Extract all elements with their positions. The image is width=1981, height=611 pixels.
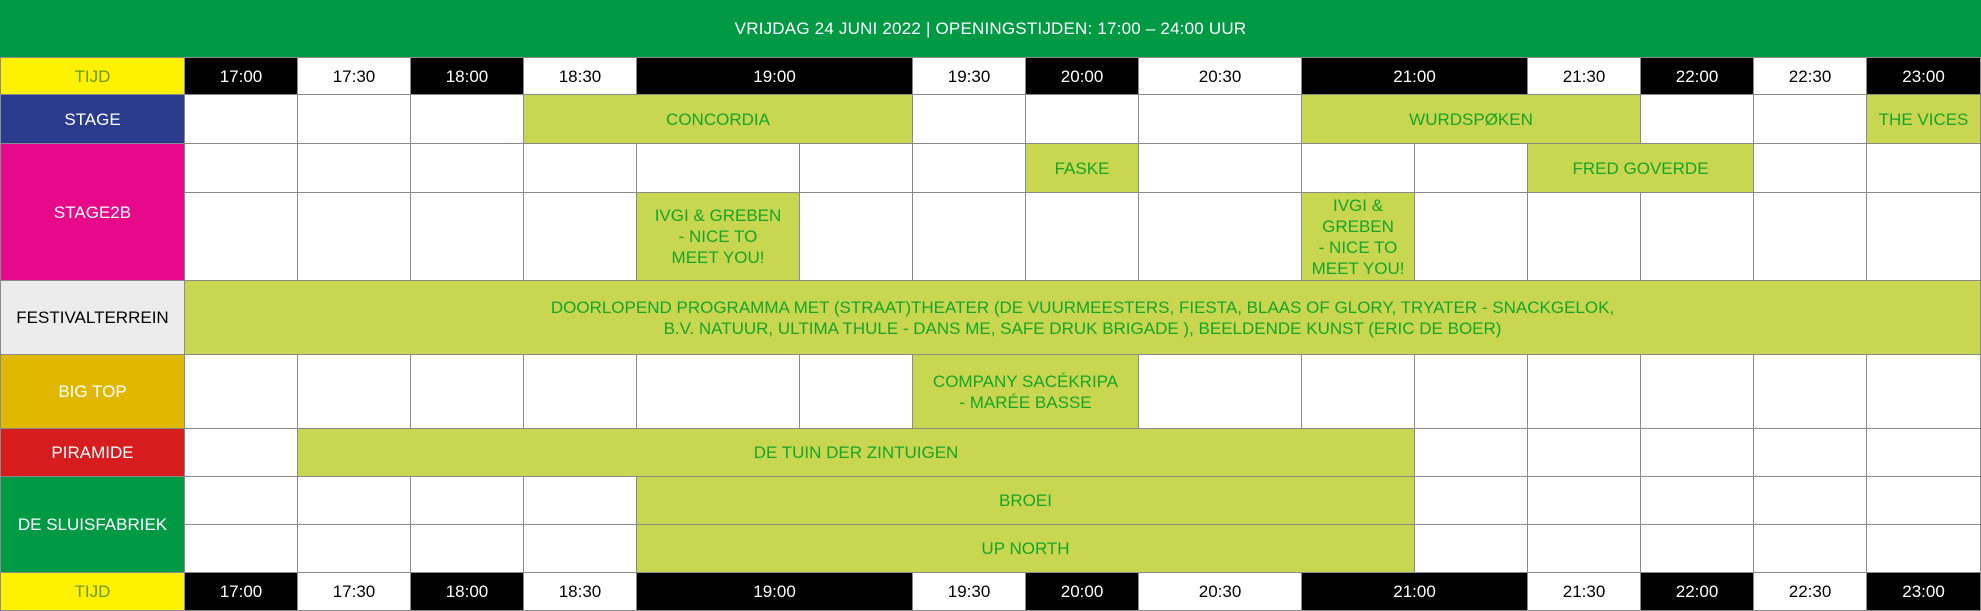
event-the-vices[interactable]: THE VICES — [1867, 95, 1981, 144]
empty-slot — [185, 429, 298, 477]
time-cell: 18:00 — [411, 573, 524, 611]
empty-slot — [637, 355, 800, 429]
empty-slot — [1139, 193, 1302, 281]
time-cell: 17:00 — [185, 573, 298, 611]
time-cell: 19:00 — [637, 573, 913, 611]
empty-slot — [185, 193, 298, 281]
empty-slot — [1867, 525, 1981, 573]
empty-slot — [411, 525, 524, 573]
empty-slot — [1139, 355, 1302, 429]
venue-row-sluisfabriek — [1, 477, 1981, 525]
empty-slot — [1528, 355, 1641, 429]
empty-slot — [1139, 95, 1302, 144]
time-label: TIJD — [1, 573, 185, 611]
time-cell: 18:30 — [524, 58, 637, 95]
time-cell: 22:00 — [1641, 573, 1754, 611]
event-ivgi-greben[interactable]: IVGI & GREBEN - NICE TO MEET YOU! — [1302, 193, 1415, 281]
venue-row-bigtop — [1, 355, 1981, 429]
empty-slot — [298, 525, 411, 573]
time-cell: 22:00 — [1641, 58, 1754, 95]
time-cell: 22:30 — [1754, 573, 1867, 611]
event-festival-program[interactable]: DOORLOPEND PROGRAMMA MET (STRAAT)THEATER (DE VUURMEESTERS, FIESTA, BLAAS OF GLORY, TRYATER - SNACKGELOK, B.V. NATUUR, ULTIMA THULE - DANS ME, SAFE DRUK BRIGADE ), BEELDENDE KUNST (ERIC DE BOER) — [185, 281, 1981, 355]
empty-slot — [637, 144, 800, 193]
time-cell: 20:00 — [1026, 573, 1139, 611]
time-cell: 21:30 — [1528, 573, 1641, 611]
empty-slot — [185, 144, 298, 193]
time-cell: 17:30 — [298, 58, 411, 95]
empty-slot — [913, 144, 1026, 193]
event-de-tuin[interactable]: DE TUIN DER ZINTUIGEN — [298, 429, 1415, 477]
empty-slot — [1641, 95, 1754, 144]
event-company-sacekripa[interactable]: COMPANY SACÉKRIPA - MARÉE BASSE — [913, 355, 1139, 429]
time-cell: 20:30 — [1139, 58, 1302, 95]
empty-slot — [411, 95, 524, 144]
empty-slot — [1754, 355, 1867, 429]
empty-slot — [1415, 144, 1528, 193]
empty-slot — [1026, 193, 1139, 281]
time-cell: 19:30 — [913, 573, 1026, 611]
schedule-table — [0, 57, 1981, 611]
empty-slot — [1641, 193, 1754, 281]
empty-slot — [298, 193, 411, 281]
empty-slot — [298, 144, 411, 193]
event-concordia[interactable]: CONCORDIA — [524, 95, 913, 144]
empty-slot — [1139, 144, 1302, 193]
venue-label-piramide: PIRAMIDE — [1, 429, 185, 477]
venue-row-stage2b — [1, 144, 1981, 193]
time-cell: 19:00 — [637, 58, 913, 95]
empty-slot — [411, 355, 524, 429]
empty-slot — [1754, 193, 1867, 281]
empty-slot — [1754, 95, 1867, 144]
venue-label-stage2b: STAGE2B — [1, 144, 185, 281]
time-cell: 21:00 — [1302, 58, 1528, 95]
empty-slot — [1867, 193, 1981, 281]
empty-slot — [1026, 95, 1139, 144]
empty-slot — [800, 355, 913, 429]
empty-slot — [185, 525, 298, 573]
time-cell: 17:30 — [298, 573, 411, 611]
time-cell: 20:00 — [1026, 58, 1139, 95]
empty-slot — [411, 144, 524, 193]
empty-slot — [1867, 429, 1981, 477]
empty-slot — [524, 355, 637, 429]
empty-slot — [185, 95, 298, 144]
empty-slot — [1415, 193, 1528, 281]
empty-slot — [1641, 525, 1754, 573]
empty-slot — [1528, 477, 1641, 525]
event-broei[interactable]: BROEI — [637, 477, 1415, 525]
time-cell: 21:30 — [1528, 58, 1641, 95]
time-cell: 22:30 — [1754, 58, 1867, 95]
empty-slot — [1528, 429, 1641, 477]
time-header-row — [1, 58, 1981, 95]
empty-slot — [298, 355, 411, 429]
empty-slot — [1302, 144, 1415, 193]
empty-slot — [1415, 525, 1528, 573]
event-up-north[interactable]: UP NORTH — [637, 525, 1415, 573]
empty-slot — [1415, 477, 1528, 525]
empty-slot — [1641, 477, 1754, 525]
empty-slot — [411, 193, 524, 281]
venue-row-stage — [1, 95, 1981, 144]
time-cell: 23:00 — [1867, 573, 1981, 611]
empty-slot — [913, 95, 1026, 144]
event-ivgi-greben[interactable]: IVGI & GREBEN - NICE TO MEET YOU! — [637, 193, 800, 281]
empty-slot — [524, 477, 637, 525]
empty-slot — [1867, 144, 1981, 193]
empty-slot — [524, 144, 637, 193]
time-cell: 18:00 — [411, 58, 524, 95]
venue-row-stage2b-2 — [1, 193, 1981, 281]
time-cell: 18:30 — [524, 573, 637, 611]
empty-slot — [800, 193, 913, 281]
empty-slot — [1754, 525, 1867, 573]
empty-slot — [1641, 355, 1754, 429]
event-fred-goverde[interactable]: FRED GOVERDE — [1528, 144, 1754, 193]
event-wurdspoken[interactable]: WURDSPØKEN — [1302, 95, 1641, 144]
time-label: TIJD — [1, 58, 185, 95]
venue-label-sluisfabriek: DE SLUISFABRIEK — [1, 477, 185, 573]
venue-label-stage: STAGE — [1, 95, 185, 144]
empty-slot — [1867, 477, 1981, 525]
venue-label-bigtop: BIG TOP — [1, 355, 185, 429]
venue-label-festivalterrein: FESTIVALTERREIN — [1, 281, 185, 355]
empty-slot — [1302, 355, 1415, 429]
empty-slot — [298, 477, 411, 525]
page-title: VRIJDAG 24 JUNI 2022 | OPENINGSTIJDEN: 17:00 – 24:00 UUR — [0, 0, 1981, 57]
time-cell: 21:00 — [1302, 573, 1528, 611]
empty-slot — [185, 355, 298, 429]
empty-slot — [1754, 429, 1867, 477]
empty-slot — [1867, 355, 1981, 429]
event-faske[interactable]: FASKE — [1026, 144, 1139, 193]
empty-slot — [800, 144, 913, 193]
empty-slot — [1415, 429, 1528, 477]
empty-slot — [1754, 477, 1867, 525]
time-cell: 17:00 — [185, 58, 298, 95]
empty-slot — [1641, 429, 1754, 477]
venue-row-festivalterrein — [1, 281, 1981, 355]
empty-slot — [1528, 193, 1641, 281]
venue-row-sluisfabriek-2 — [1, 525, 1981, 573]
time-footer-row — [1, 573, 1981, 611]
empty-slot — [411, 477, 524, 525]
time-cell: 23:00 — [1867, 58, 1981, 95]
empty-slot — [1528, 525, 1641, 573]
empty-slot — [298, 95, 411, 144]
empty-slot — [913, 193, 1026, 281]
empty-slot — [524, 525, 637, 573]
venue-row-piramide — [1, 429, 1981, 477]
empty-slot — [1754, 144, 1867, 193]
empty-slot — [1415, 355, 1528, 429]
time-cell: 19:30 — [913, 58, 1026, 95]
empty-slot — [524, 193, 637, 281]
time-cell: 20:30 — [1139, 573, 1302, 611]
empty-slot — [185, 477, 298, 525]
